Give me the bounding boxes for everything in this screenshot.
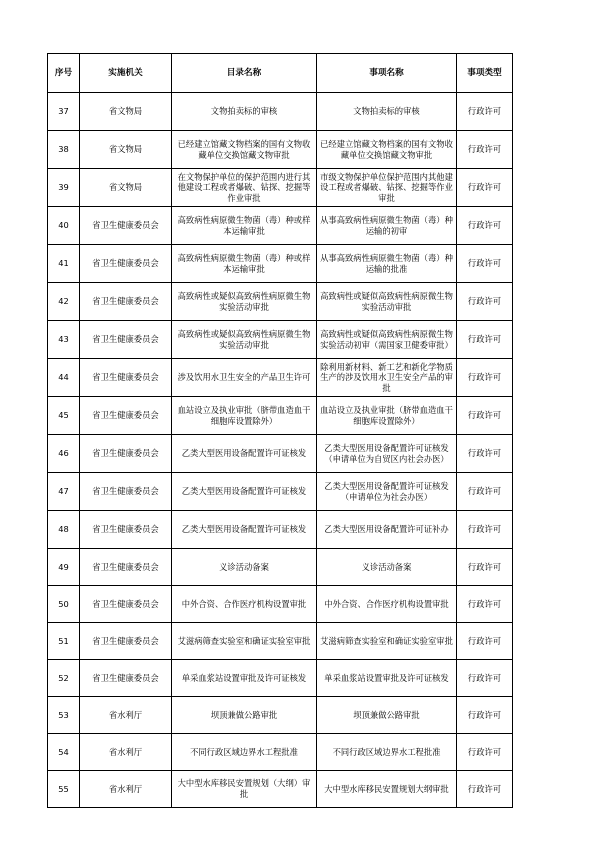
cell-item: 市级文物保护单位保护范围内其他建设工程或者爆破、钻探、挖掘等作业审批 [317, 169, 457, 207]
table-row [48, 359, 513, 397]
cell-org: 省水利厅 [80, 771, 172, 808]
table-header-row [48, 54, 513, 93]
cell-item: 不同行政区域边界水工程批准 [317, 734, 457, 771]
cell-item: 艾滋病筛查实验室和确证实验室审批 [317, 623, 457, 660]
cell-catalog: 乙类大型医用设备配置许可证核发 [172, 473, 317, 511]
header-org: 实施机关 [80, 54, 172, 93]
table-row [48, 169, 513, 207]
cell-org: 省卫生健康委员会 [80, 283, 172, 321]
table-row [48, 586, 513, 623]
cell-catalog: 不同行政区域边界水工程批准 [172, 734, 317, 771]
cell-item: 大中型水库移民安置规划大纲审批 [317, 771, 457, 808]
cell-org: 省文物局 [80, 169, 172, 207]
header-catalog: 目录名称 [172, 54, 317, 93]
cell-org: 省卫生健康委员会 [80, 660, 172, 697]
cell-item: 从事高致病性病原微生物菌（毒）种运输的批准 [317, 245, 457, 283]
table-row [48, 131, 513, 169]
header-no: 序号 [48, 54, 80, 93]
cell-catalog: 文物拍卖标的审核 [172, 93, 317, 131]
cell-item: 除利用新材料、新工艺和新化学物质生产的涉及饮用水卫生安全产品的审批 [317, 359, 457, 397]
cell-catalog: 乙类大型医用设备配置许可证核发 [172, 435, 317, 473]
table-row [48, 549, 513, 586]
table-row [48, 207, 513, 245]
cell-item: 乙类大型医用设备配置许可证核发（申请单位为自贸区内社会办医） [317, 435, 457, 473]
cell-catalog: 涉及饮用水卫生安全的产品卫生许可 [172, 359, 317, 397]
cell-org: 省卫生健康委员会 [80, 359, 172, 397]
table-row [48, 697, 513, 734]
cell-item: 文物拍卖标的审核 [317, 93, 457, 131]
cell-type: 行政许可 [457, 207, 513, 245]
cell-catalog: 单采血浆站设置审批及许可证核发 [172, 660, 317, 697]
cell-type: 行政许可 [457, 660, 513, 697]
table-row [48, 660, 513, 697]
cell-catalog: 坝顶兼做公路审批 [172, 697, 317, 734]
cell-type: 行政许可 [457, 245, 513, 283]
cell-item: 义诊活动备案 [317, 549, 457, 586]
table-row [48, 623, 513, 660]
cell-no: 52 [48, 660, 80, 697]
header-type: 事项类型 [457, 54, 513, 93]
cell-type: 行政许可 [457, 771, 513, 808]
cell-catalog: 义诊活动备案 [172, 549, 317, 586]
cell-type: 行政许可 [457, 397, 513, 435]
cell-catalog: 乙类大型医用设备配置许可证核发 [172, 511, 317, 549]
cell-type: 行政许可 [457, 131, 513, 169]
cell-org: 省卫生健康委员会 [80, 623, 172, 660]
cell-type: 行政许可 [457, 697, 513, 734]
table-row [48, 435, 513, 473]
cell-item: 高致病性或疑似高致病性病原微生物实验活动审批 [317, 283, 457, 321]
cell-org: 省水利厅 [80, 697, 172, 734]
cell-no: 45 [48, 397, 80, 435]
header-item: 事项名称 [317, 54, 457, 93]
cell-org: 省卫生健康委员会 [80, 245, 172, 283]
cell-no: 47 [48, 473, 80, 511]
cell-no: 54 [48, 734, 80, 771]
table-row [48, 511, 513, 549]
table-row [48, 734, 513, 771]
table-row [48, 245, 513, 283]
cell-type: 行政许可 [457, 169, 513, 207]
cell-org: 省卫生健康委员会 [80, 511, 172, 549]
cell-catalog: 高致病性病原微生物菌（毒）种或样本运输审批 [172, 245, 317, 283]
cell-org: 省卫生健康委员会 [80, 397, 172, 435]
cell-org: 省文物局 [80, 131, 172, 169]
table-row [48, 93, 513, 131]
cell-org: 省文物局 [80, 93, 172, 131]
cell-type: 行政许可 [457, 473, 513, 511]
cell-item: 已经建立馆藏文物档案的国有文物收藏单位交换馆藏文物审批 [317, 131, 457, 169]
cell-type: 行政许可 [457, 283, 513, 321]
cell-org: 省卫生健康委员会 [80, 586, 172, 623]
cell-item: 乙类大型医用设备配置许可证核发（申请单位为社会办医） [317, 473, 457, 511]
approval-items-table [47, 53, 513, 808]
cell-catalog: 大中型水库移民安置规划（大纲）审批 [172, 771, 317, 808]
cell-item: 中外合资、合作医疗机构设置审批 [317, 586, 457, 623]
table-row [48, 283, 513, 321]
cell-org: 省水利厅 [80, 734, 172, 771]
cell-no: 42 [48, 283, 80, 321]
cell-catalog: 中外合资、合作医疗机构设置审批 [172, 586, 317, 623]
cell-catalog: 血站设立及执业审批（脐带血造血干细胞库设置除外） [172, 397, 317, 435]
table-row [48, 321, 513, 359]
cell-type: 行政许可 [457, 359, 513, 397]
cell-no: 46 [48, 435, 80, 473]
cell-org: 省卫生健康委员会 [80, 473, 172, 511]
cell-catalog: 高致病性或疑似高致病性病原微生物实验活动审批 [172, 321, 317, 359]
cell-org: 省卫生健康委员会 [80, 207, 172, 245]
cell-no: 43 [48, 321, 80, 359]
cell-type: 行政许可 [457, 511, 513, 549]
cell-org: 省卫生健康委员会 [80, 321, 172, 359]
cell-item: 坝顶兼做公路审批 [317, 697, 457, 734]
cell-no: 39 [48, 169, 80, 207]
cell-item: 单采血浆站设置审批及许可证核发 [317, 660, 457, 697]
cell-catalog: 高致病性病原微生物菌（毒）种或样本运输审批 [172, 207, 317, 245]
cell-no: 51 [48, 623, 80, 660]
cell-no: 40 [48, 207, 80, 245]
cell-type: 行政许可 [457, 549, 513, 586]
cell-no: 44 [48, 359, 80, 397]
table-row [48, 771, 513, 808]
cell-type: 行政许可 [457, 321, 513, 359]
cell-no: 50 [48, 586, 80, 623]
cell-no: 53 [48, 697, 80, 734]
cell-catalog: 高致病性或疑似高致病性病原微生物实验活动审批 [172, 283, 317, 321]
cell-no: 37 [48, 93, 80, 131]
cell-catalog: 艾滋病筛查实验室和确证实验室审批 [172, 623, 317, 660]
cell-org: 省卫生健康委员会 [80, 435, 172, 473]
cell-no: 48 [48, 511, 80, 549]
cell-type: 行政许可 [457, 623, 513, 660]
cell-no: 49 [48, 549, 80, 586]
cell-catalog: 在文物保护单位的保护范围内进行其他建设工程或者爆破、钻探、挖掘等作业审批 [172, 169, 317, 207]
table-row [48, 397, 513, 435]
cell-no: 41 [48, 245, 80, 283]
cell-type: 行政许可 [457, 93, 513, 131]
cell-item: 血站设立及执业审批（脐带血造血干细胞库设置除外） [317, 397, 457, 435]
cell-item: 高致病性或疑似高致病性病原微生物实验活动初审（需国家卫健委审批） [317, 321, 457, 359]
cell-type: 行政许可 [457, 586, 513, 623]
cell-org: 省卫生健康委员会 [80, 549, 172, 586]
cell-type: 行政许可 [457, 734, 513, 771]
cell-item: 从事高致病性病原微生物菌（毒）种运输的初审 [317, 207, 457, 245]
cell-no: 55 [48, 771, 80, 808]
document-sheet [47, 53, 513, 808]
cell-type: 行政许可 [457, 435, 513, 473]
table-row [48, 473, 513, 511]
cell-item: 乙类大型医用设备配置许可证补办 [317, 511, 457, 549]
cell-no: 38 [48, 131, 80, 169]
cell-catalog: 已经建立馆藏文物档案的国有文物收藏单位交换馆藏文物审批 [172, 131, 317, 169]
